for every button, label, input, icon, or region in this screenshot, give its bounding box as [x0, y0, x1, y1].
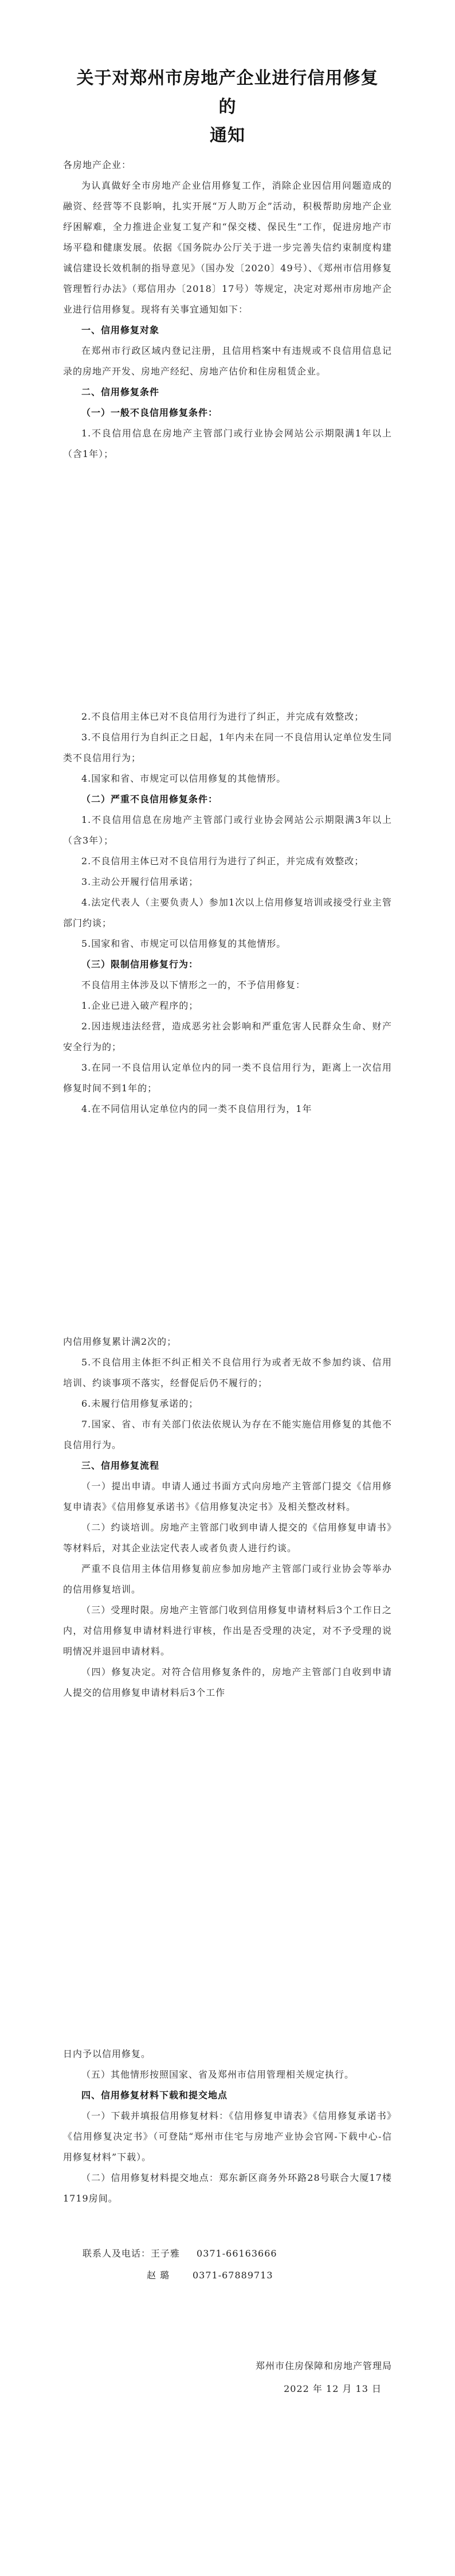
section3-p6: （五）其他情形按照国家、省及郑州市信用管理相关规定执行。 [81, 2069, 355, 2080]
contact-label: 联系人及电话： [83, 2248, 151, 2259]
section3-p5-cont: 日内予以信用修复。 [63, 2048, 151, 2059]
section2-sub3-item1: 1.企业已进入破产程序的； [81, 1000, 199, 1011]
section2-sub1-item1: 1.不良信用信息在房地产主管部门或行业协会网站公示期限满1年以上（含1年）； [63, 428, 392, 459]
contact-line-2 [147, 2265, 273, 2286]
signature-date: 2022 年 12 月 13 日 [284, 2383, 382, 2394]
section2-sub3-item4-cont: 内信用修复累计满2次的； [63, 1336, 177, 1347]
section4-p2: （二）信用修复材料提交地点：郑东新区商务外环路28号联合大厦17楼1719房间。 [63, 2172, 392, 2204]
body-block-b [63, 707, 392, 1119]
notice-title [69, 64, 386, 150]
section2-sub2-item4: 4.法定代表人（主要负责人）参加1次以上信用修复培训或接受行业主管部门约谈； [63, 897, 392, 928]
section2-sub1-item3: 3.不良信用行为自纠正之日起，1年内未在同一不良信用认定单位发生同类不良信用行为； [63, 732, 392, 763]
section2-sub3-item5: 5.不良信用主体拒不纠正相关不良信用行为或者无故不参加约谈、信用培训、约谈事项不落实，经督促后仍不履行的； [63, 1357, 392, 1388]
signature-org: 郑州市住房保障和房地产管理局 [255, 2360, 392, 2371]
section2-sub2-heading: （二）严重不良信用修复条件： [81, 794, 218, 805]
section2-sub1-heading: （一）一般不良信用修复条件： [81, 407, 218, 418]
contact-person-2-phone: 0371-67889713 [193, 2270, 273, 2281]
section3-p2: （二）约谈培训。房地产主管部门收到申请人提交的《信用修复申请书》等材料后，对其企业法定代表人或者负责人进行约谈。 [63, 1522, 392, 1554]
section3-p3: 严重不良信用主体信用修复前应参加房地产主管部门或行业协会等举办的信用修复培训。 [63, 1563, 392, 1595]
section4-p1: （一）下载并填报信用修复材料：《信用修复申请表》《信用修复承诺书》《信用修复决定书》（可登陆“郑州市住宅与房地产业协会官网-下载中心-信用修复材料”下载）。 [63, 2110, 392, 2163]
section2-sub2-item3: 3.主动公开履行信用承诺； [81, 876, 199, 887]
section3-p4: （三）受理时限。房地产主管部门收到信用修复申请材料后3个工作日之内，对信用修复申请材料进行审核，作出是否受理的决定，对不予受理的说明情况并退回申请材料。 [63, 1605, 392, 1657]
contact-person-1-name: 王子雅 [151, 2248, 181, 2259]
body-block-d [63, 2044, 392, 2209]
intro-paragraph: 为认真做好全市房地产企业信用修复工作，消除企业因信用问题造成的融资、经营等不良影响，扎实开展“万人助万企”活动，积极帮助房地产企业纾困解难，全力推进企业复工复产和“保交楼、保民生”工作，促进房地产市场平稳和健康发展。依据《国务院办公厅关于进一步完善失信约束制度构建诚信建设长效机制的指导意见》（国办发〔2020〕49号）、《郑州市信用修复管理暂行办法》（郑信用办〔2018〕17号）等规定，决定对郑州市房地产企业进行信用修复。现将有关事宜通知如下： [63, 180, 392, 315]
section3-p1: （一）提出申请。申请人通过书面方式向房地产主管部门提交《信用修复申请表》《信用修复承诺书》《信用修复决定书》及相关整改材料。 [63, 1481, 392, 1512]
section3-heading: 三、信用修复流程 [81, 1460, 160, 1471]
title-line-1: 关于对郑州市房地产企业进行信用修复的 [76, 68, 379, 117]
section2-sub3-intro: 不良信用主体涉及以下情形之一的，不予信用修复： [81, 979, 306, 990]
body-block-a [63, 155, 392, 465]
contact-person-1-phone: 0371-66163666 [197, 2248, 277, 2259]
contact-line-1 [83, 2243, 277, 2264]
section2-sub3-heading: （三）限制信用修复行为： [81, 959, 199, 970]
body-block-c [63, 1332, 392, 1703]
title-line-2: 通知 [210, 126, 245, 146]
section2-sub1-item4: 4.国家和省、市规定可以信用修复的其他情形。 [81, 773, 287, 784]
section4-heading: 四、信用修复材料下载和提交地点 [81, 2090, 228, 2101]
section2-sub1-item2: 2.不良信用主体已对不良信用行为进行了纠正，并完成有效整改； [81, 711, 364, 722]
section2-heading: 二、信用修复条件 [81, 387, 160, 397]
section2-sub3-item7: 7.国家、省、市有关部门依法依规认为存在不能实施信用修复的其他不良信用行为。 [63, 1419, 392, 1450]
contact-person-2-name: 赵 璐 [147, 2270, 170, 2281]
salutation: 各房地产企业： [63, 159, 132, 170]
section2-sub3-item6: 6.未履行信用修复承诺的； [81, 1398, 199, 1409]
section3-p5: （四）修复决定。对符合信用修复条件的，房地产主管部门自收到申请人提交的信用修复申请材料后3个工作 [63, 1666, 392, 1698]
section2-sub2-item5: 5.国家和省、市规定可以信用修复的其他情形。 [81, 938, 287, 949]
section2-sub3-item4: 4.在不同信用认定单位内的同一类不良信用行为，1年 [81, 1103, 312, 1114]
section1-heading: 一、信用修复对象 [81, 325, 160, 335]
section2-sub3-item3: 3.在同一不良信用认定单位内的同一类不良信用行为，距离上一次信用修复时间不到1年的； [63, 1062, 392, 1094]
section2-sub2-item2: 2.不良信用主体已对不良信用行为进行了纠正，并完成有效整改； [81, 856, 364, 867]
section1-text: 在郑州市行政区域内登记注册，且信用档案中有违规或不良信用信息记录的房地产开发、房地产经纪、房地产估价和住房租赁企业。 [63, 345, 392, 377]
section2-sub3-item2: 2.因违规违法经营，造成恶劣社会影响和严重危害人民群众生命、财产安全行为的； [63, 1021, 392, 1052]
section2-sub2-item1: 1.不良信用信息在房地产主管部门或行业协会网站公示期限满3年以上（含3年）； [63, 814, 392, 846]
